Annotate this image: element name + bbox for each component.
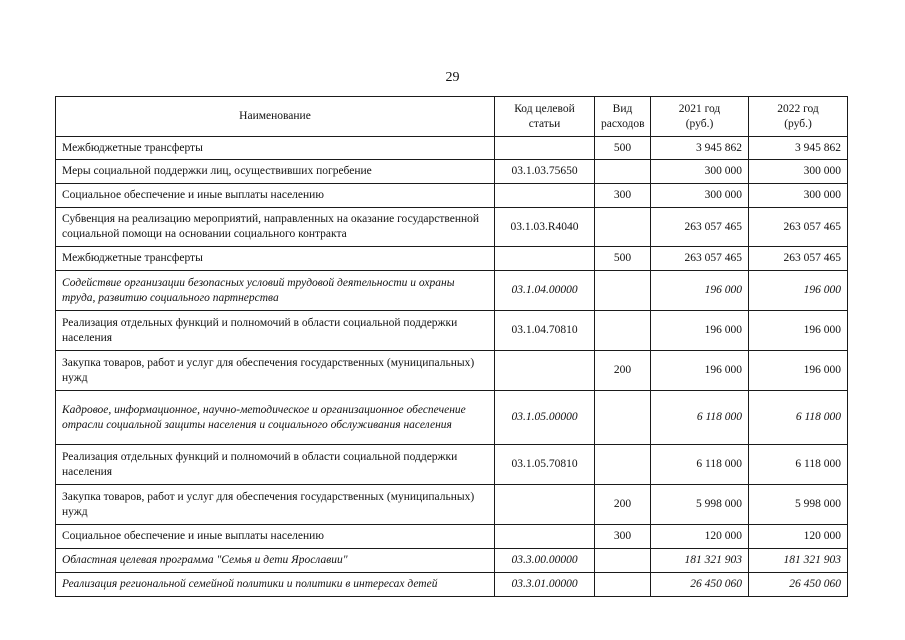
cell-code: 03.1.05.00000 — [495, 391, 595, 445]
cell-name: Социальное обеспечение и иные выплаты населению — [56, 184, 495, 208]
cell-type — [595, 311, 651, 351]
column-header-2021 — [651, 97, 749, 137]
table-header — [56, 97, 848, 137]
cell-name: Областная целевая программа "Семья и дети Ярославии" — [56, 549, 495, 573]
column-header-name-label: Наименование — [239, 110, 311, 122]
cell-type — [595, 573, 651, 597]
table-row — [56, 311, 848, 351]
budget-table — [55, 96, 848, 597]
table-row — [56, 445, 848, 485]
cell-2022: 6 118 000 — [749, 391, 848, 445]
cell-name: Субвенция на реализацию мероприятий, направленных на оказание государственной социальной помощи на основании социального контракта — [56, 208, 495, 247]
column-header-type-line1: Вид — [612, 102, 633, 115]
cell-code — [495, 351, 595, 391]
cell-2022: 263 057 465 — [749, 247, 848, 271]
column-header-2021-line1: 2021 год — [678, 102, 721, 115]
cell-name: Межбюджетные трансферты — [56, 137, 495, 160]
cell-2022: 120 000 — [749, 525, 848, 549]
cell-name: Кадровое, информационное, научно-методическое и организационное обеспечение отрасли социальной защиты населения и социального обслуживания населения — [56, 391, 495, 445]
table-row — [56, 247, 848, 271]
cell-type: 500 — [595, 247, 651, 271]
cell-2022: 5 998 000 — [749, 485, 848, 525]
header-row — [56, 97, 848, 137]
column-header-code-line1: Код целевой — [514, 102, 575, 115]
cell-2022: 26 450 060 — [749, 573, 848, 597]
cell-2022: 6 118 000 — [749, 445, 848, 485]
table-body — [56, 137, 848, 597]
table-row — [56, 208, 848, 247]
cell-2022: 263 057 465 — [749, 208, 848, 247]
cell-code: 03.3.00.00000 — [495, 549, 595, 573]
cell-2021: 26 450 060 — [651, 573, 749, 597]
cell-2022: 196 000 — [749, 311, 848, 351]
cell-2021: 263 057 465 — [651, 208, 749, 247]
column-header-type-line2: расходов — [601, 117, 645, 130]
cell-code: 03.1.05.70810 — [495, 445, 595, 485]
table-row — [56, 184, 848, 208]
cell-2021: 196 000 — [651, 351, 749, 391]
table-row — [56, 351, 848, 391]
cell-2022: 300 000 — [749, 160, 848, 184]
cell-name: Межбюджетные трансферты — [56, 247, 495, 271]
cell-2021: 263 057 465 — [651, 247, 749, 271]
column-header-2022-line2: (руб.) — [784, 117, 812, 130]
column-header-2021-line2: (руб.) — [685, 117, 714, 130]
cell-2022: 196 000 — [749, 271, 848, 311]
table-row — [56, 391, 848, 445]
cell-name: Реализация региональной семейной политики и политики в интересах детей — [56, 573, 495, 597]
cell-code — [495, 485, 595, 525]
cell-type: 300 — [595, 184, 651, 208]
column-header-2022-line1: 2022 год — [777, 102, 819, 115]
column-header-type — [595, 97, 651, 137]
cell-2021: 6 118 000 — [651, 391, 749, 445]
table-row — [56, 549, 848, 573]
cell-type — [595, 271, 651, 311]
cell-2021: 196 000 — [651, 311, 749, 351]
cell-2021: 5 998 000 — [651, 485, 749, 525]
cell-2022: 196 000 — [749, 351, 848, 391]
cell-type: 200 — [595, 351, 651, 391]
cell-2022: 3 945 862 — [749, 137, 848, 160]
cell-2021: 6 118 000 — [651, 445, 749, 485]
cell-type: 200 — [595, 485, 651, 525]
table-row — [56, 525, 848, 549]
page-number: 29 — [445, 70, 460, 85]
cell-name: Социальное обеспечение и иные выплаты населению — [56, 525, 495, 549]
cell-name: Реализация отдельных функций и полномочий в области социальной поддержки населения — [56, 311, 495, 351]
table-row — [56, 271, 848, 311]
cell-name: Закупка товаров, работ и услуг для обеспечения государственных (муниципальных) нужд — [56, 485, 495, 525]
cell-code — [495, 247, 595, 271]
cell-2021: 196 000 — [651, 271, 749, 311]
cell-2021: 181 321 903 — [651, 549, 749, 573]
cell-2021: 3 945 862 — [651, 137, 749, 160]
cell-type — [595, 208, 651, 247]
cell-code — [495, 137, 595, 160]
table-row — [56, 137, 848, 160]
cell-code — [495, 525, 595, 549]
cell-name: Реализация отдельных функций и полномочий в области социальной поддержки населения — [56, 445, 495, 485]
cell-code: 03.1.04.70810 — [495, 311, 595, 351]
cell-name: Содействие организации безопасных условий трудовой деятельности и охраны труда, развитию социального партнерства — [56, 271, 495, 311]
table-row — [56, 485, 848, 525]
cell-code: 03.1.04.00000 — [495, 271, 595, 311]
column-header-code — [495, 97, 595, 137]
cell-code: 03.1.03.75650 — [495, 160, 595, 184]
column-header-2022 — [749, 97, 848, 137]
cell-2022: 300 000 — [749, 184, 848, 208]
cell-2021: 120 000 — [651, 525, 749, 549]
cell-type: 300 — [595, 525, 651, 549]
cell-code — [495, 184, 595, 208]
cell-code: 03.1.03.R4040 — [495, 208, 595, 247]
table-row — [56, 573, 848, 597]
cell-name: Закупка товаров, работ и услуг для обеспечения государственных (муниципальных) нужд — [56, 351, 495, 391]
cell-type — [595, 549, 651, 573]
cell-type — [595, 445, 651, 485]
table-row — [56, 160, 848, 184]
cell-code: 03.3.01.00000 — [495, 573, 595, 597]
cell-type — [595, 160, 651, 184]
cell-type: 500 — [595, 137, 651, 160]
cell-2021: 300 000 — [651, 160, 749, 184]
column-header-name — [56, 97, 495, 137]
cell-name: Меры социальной поддержки лиц, осуществивших погребение — [56, 160, 495, 184]
cell-type — [595, 391, 651, 445]
column-header-code-line2: статьи — [528, 117, 561, 130]
cell-2022: 181 321 903 — [749, 549, 848, 573]
cell-2021: 300 000 — [651, 184, 749, 208]
